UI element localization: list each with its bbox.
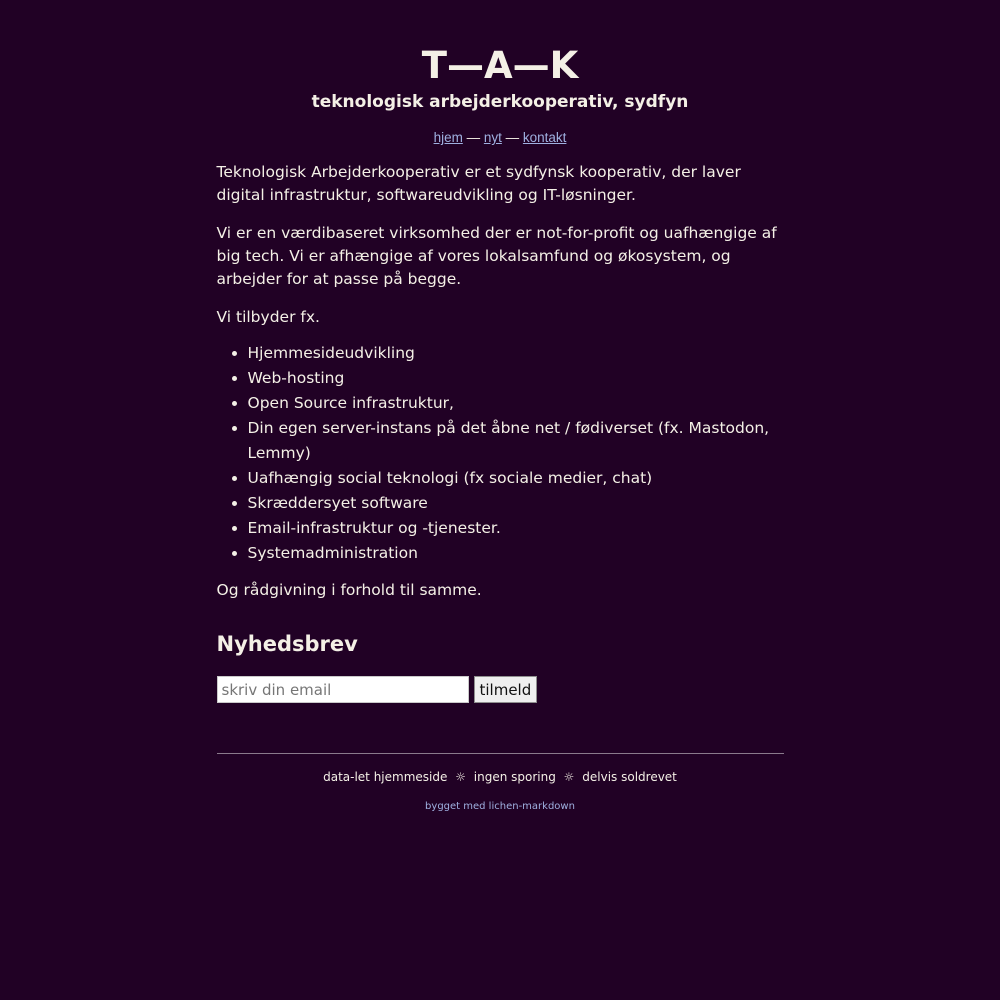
site-title: T—A—K xyxy=(421,44,579,87)
footer-item: ingen sporing xyxy=(473,770,556,784)
sun-icon: ☼ xyxy=(455,770,466,784)
footer-tagline xyxy=(217,769,784,785)
built-with-link[interactable]: bygget med lichen-markdown xyxy=(425,801,575,812)
services-list xyxy=(217,341,784,566)
advice-paragraph: Og rådgivning i forhold til samme. xyxy=(216,581,482,599)
intro-paragraph: Teknologisk Arbejderkooperativ er et sydfynsk kooperativ, der laver digital infrastruktur, softwareudvikling og IT-løsninger. xyxy=(216,163,741,204)
footer-item: data-let hjemmeside xyxy=(323,770,448,784)
newsletter-form xyxy=(217,676,784,703)
list-item: • Skræddersyet software xyxy=(248,491,784,516)
nav-separator: — xyxy=(505,130,520,145)
top-nav xyxy=(217,129,784,147)
list-item: • Hjemmesideudvikling xyxy=(248,341,784,366)
email-input[interactable] xyxy=(217,676,469,703)
list-item: • Web-hosting xyxy=(248,366,784,391)
nav-link-kontakt[interactable]: kontakt xyxy=(522,130,567,145)
list-item: • Din egen server-instans på det åbne net / fødiverset (fx. Mastodon, Lemmy) xyxy=(248,416,784,466)
subscribe-button[interactable]: tilmeld xyxy=(474,676,538,703)
site-footer xyxy=(217,753,784,814)
values-paragraph: Vi er en værdibaseret virksomhed der er not-for-profit og uafhængige af big tech. Vi er afhængige af vores lokalsamfund og økosystem, og arbejder for at passe på begge. xyxy=(216,224,777,288)
list-item: • Email-infrastruktur og -tjenester. xyxy=(248,516,784,541)
footer-item: delvis soldrevet xyxy=(582,770,677,784)
list-item: • Systemadministration xyxy=(248,541,784,566)
main-content xyxy=(217,161,784,703)
footer-divider xyxy=(217,753,784,754)
site-header xyxy=(217,44,784,113)
built-with xyxy=(217,800,784,814)
nav-separator: — xyxy=(466,130,481,145)
sun-icon: ☼ xyxy=(563,770,575,784)
page xyxy=(217,0,784,814)
nav-link-hjem[interactable]: hjem xyxy=(433,130,463,145)
list-item: • Open Source infrastruktur, xyxy=(248,391,784,416)
list-item: • Uafhængig social teknologi (fx sociale medier, chat) xyxy=(248,466,784,491)
offer-lead: Vi tilbyder fx. xyxy=(216,308,320,326)
site-subtitle: teknologisk arbejderkooperativ, sydfyn xyxy=(311,92,689,112)
nav-link-nyt[interactable]: nyt xyxy=(483,130,502,145)
newsletter-heading: Nyhedsbrev xyxy=(216,632,358,656)
